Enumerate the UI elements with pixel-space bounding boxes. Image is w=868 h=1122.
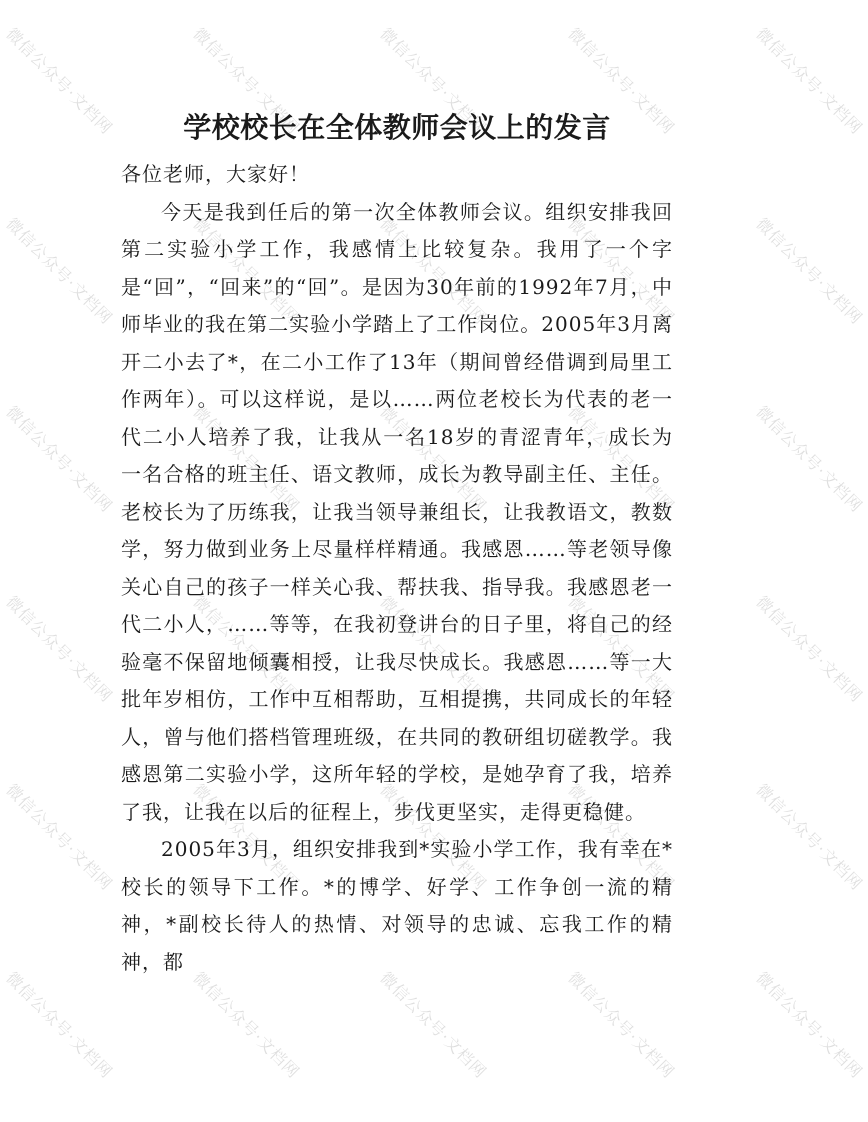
document-body <box>121 100 673 981</box>
watermark: 微信公众号·文档网 <box>189 592 304 707</box>
watermark: 微信公众号·文档网 <box>752 24 867 139</box>
watermark: 微信公众号·文档网 <box>752 968 867 1083</box>
watermark: 微信公众号·文档网 <box>752 780 867 895</box>
document-title: 学校校长在全体教师会议上的发言 <box>183 111 611 144</box>
watermark: 微信公众号·文档网 <box>752 402 867 517</box>
watermark: 微信公众号·文档网 <box>2 780 117 895</box>
watermark: 微信公众号·文档网 <box>2 968 117 1083</box>
watermark: 微信公众号·文档网 <box>2 592 117 707</box>
watermark: 微信公众号·文档网 <box>189 968 304 1083</box>
watermark: 微信公众号·文档网 <box>376 402 491 517</box>
watermark: 微信公众号·文档网 <box>189 214 304 329</box>
paragraph-1: 今天是我到任后的第一次全体教师会议。组织安排我回第二实验小学工作，我感情上比较复杂。我用了一个字是“回”，“回来”的“回”。是因为30年前的1992年7月，中师毕业的我在第二实验小学踏上了工作岗位。2005年3月离开二小去了*，在二小工作了13年（期间曾经借调到局里工作两年）。可以这样说，是以……两位老校长为代表的老一代二小人培养了我，让我从一名18岁的青涩青年，成长为一名合格的班主任、语文教师，成长为教导副主任、主任。老校长为了历练我，让我当领导兼组长，让我教语文，教数学，努力做到业务上尽量样样精通。我感恩……等老领导像关心自己的孩子一样关心我、帮扶我、指导我。我感恩老一代二小人，……等等，在我初登讲台的日子里，将自己的经验毫不保留地倾囊相授，让我尽快成长。我感恩……等一大批年岁相仿，工作中互相帮助，互相提携，共同成长的年轻人，曾与他们搭档管理班级，在共同的教研组切磋教学。我感恩第二实验小学，这所年轻的学校，是她孕育了我，培养了我，让我在以后的征程上，步伐更坚实，走得更稳健。 <box>121 199 673 824</box>
watermark: 微信公众号·文档网 <box>564 24 679 139</box>
watermark: 微信公众号·文档网 <box>564 402 679 517</box>
watermark: 微信公众号·文档网 <box>189 780 304 895</box>
watermark: 微信公众号·文档网 <box>564 214 679 329</box>
watermark: 微信公众号·文档网 <box>376 214 491 329</box>
watermark: 微信公众号·文档网 <box>564 780 679 895</box>
watermark: 微信公众号·文档网 <box>2 402 117 517</box>
watermark: 微信公众号·文档网 <box>189 24 304 139</box>
watermark: 微信公众号·文档网 <box>752 214 867 329</box>
watermark: 微信公众号·文档网 <box>376 968 491 1083</box>
watermark: 微信公众号·文档网 <box>376 592 491 707</box>
watermark: 微信公众号·文档网 <box>376 24 491 139</box>
greeting: 各位老师，大家好！ <box>121 162 310 186</box>
watermark: 微信公众号·文档网 <box>2 24 117 139</box>
watermark: 微信公众号·文档网 <box>376 780 491 895</box>
watermark: 微信公众号·文档网 <box>2 214 117 329</box>
paragraph-2: 2005年3月，组织安排我到*实验小学工作，我有幸在*校长的领导下工作。*的博学、好学、工作争创一流的精神，*副校长待人的热情、对领导的忠诚、忘我工作的精神，都 <box>121 837 673 974</box>
watermark: 微信公众号·文档网 <box>752 592 867 707</box>
watermark: 微信公众号·文档网 <box>564 592 679 707</box>
watermark: 微信公众号·文档网 <box>564 968 679 1083</box>
watermark: 微信公众号·文档网 <box>189 402 304 517</box>
